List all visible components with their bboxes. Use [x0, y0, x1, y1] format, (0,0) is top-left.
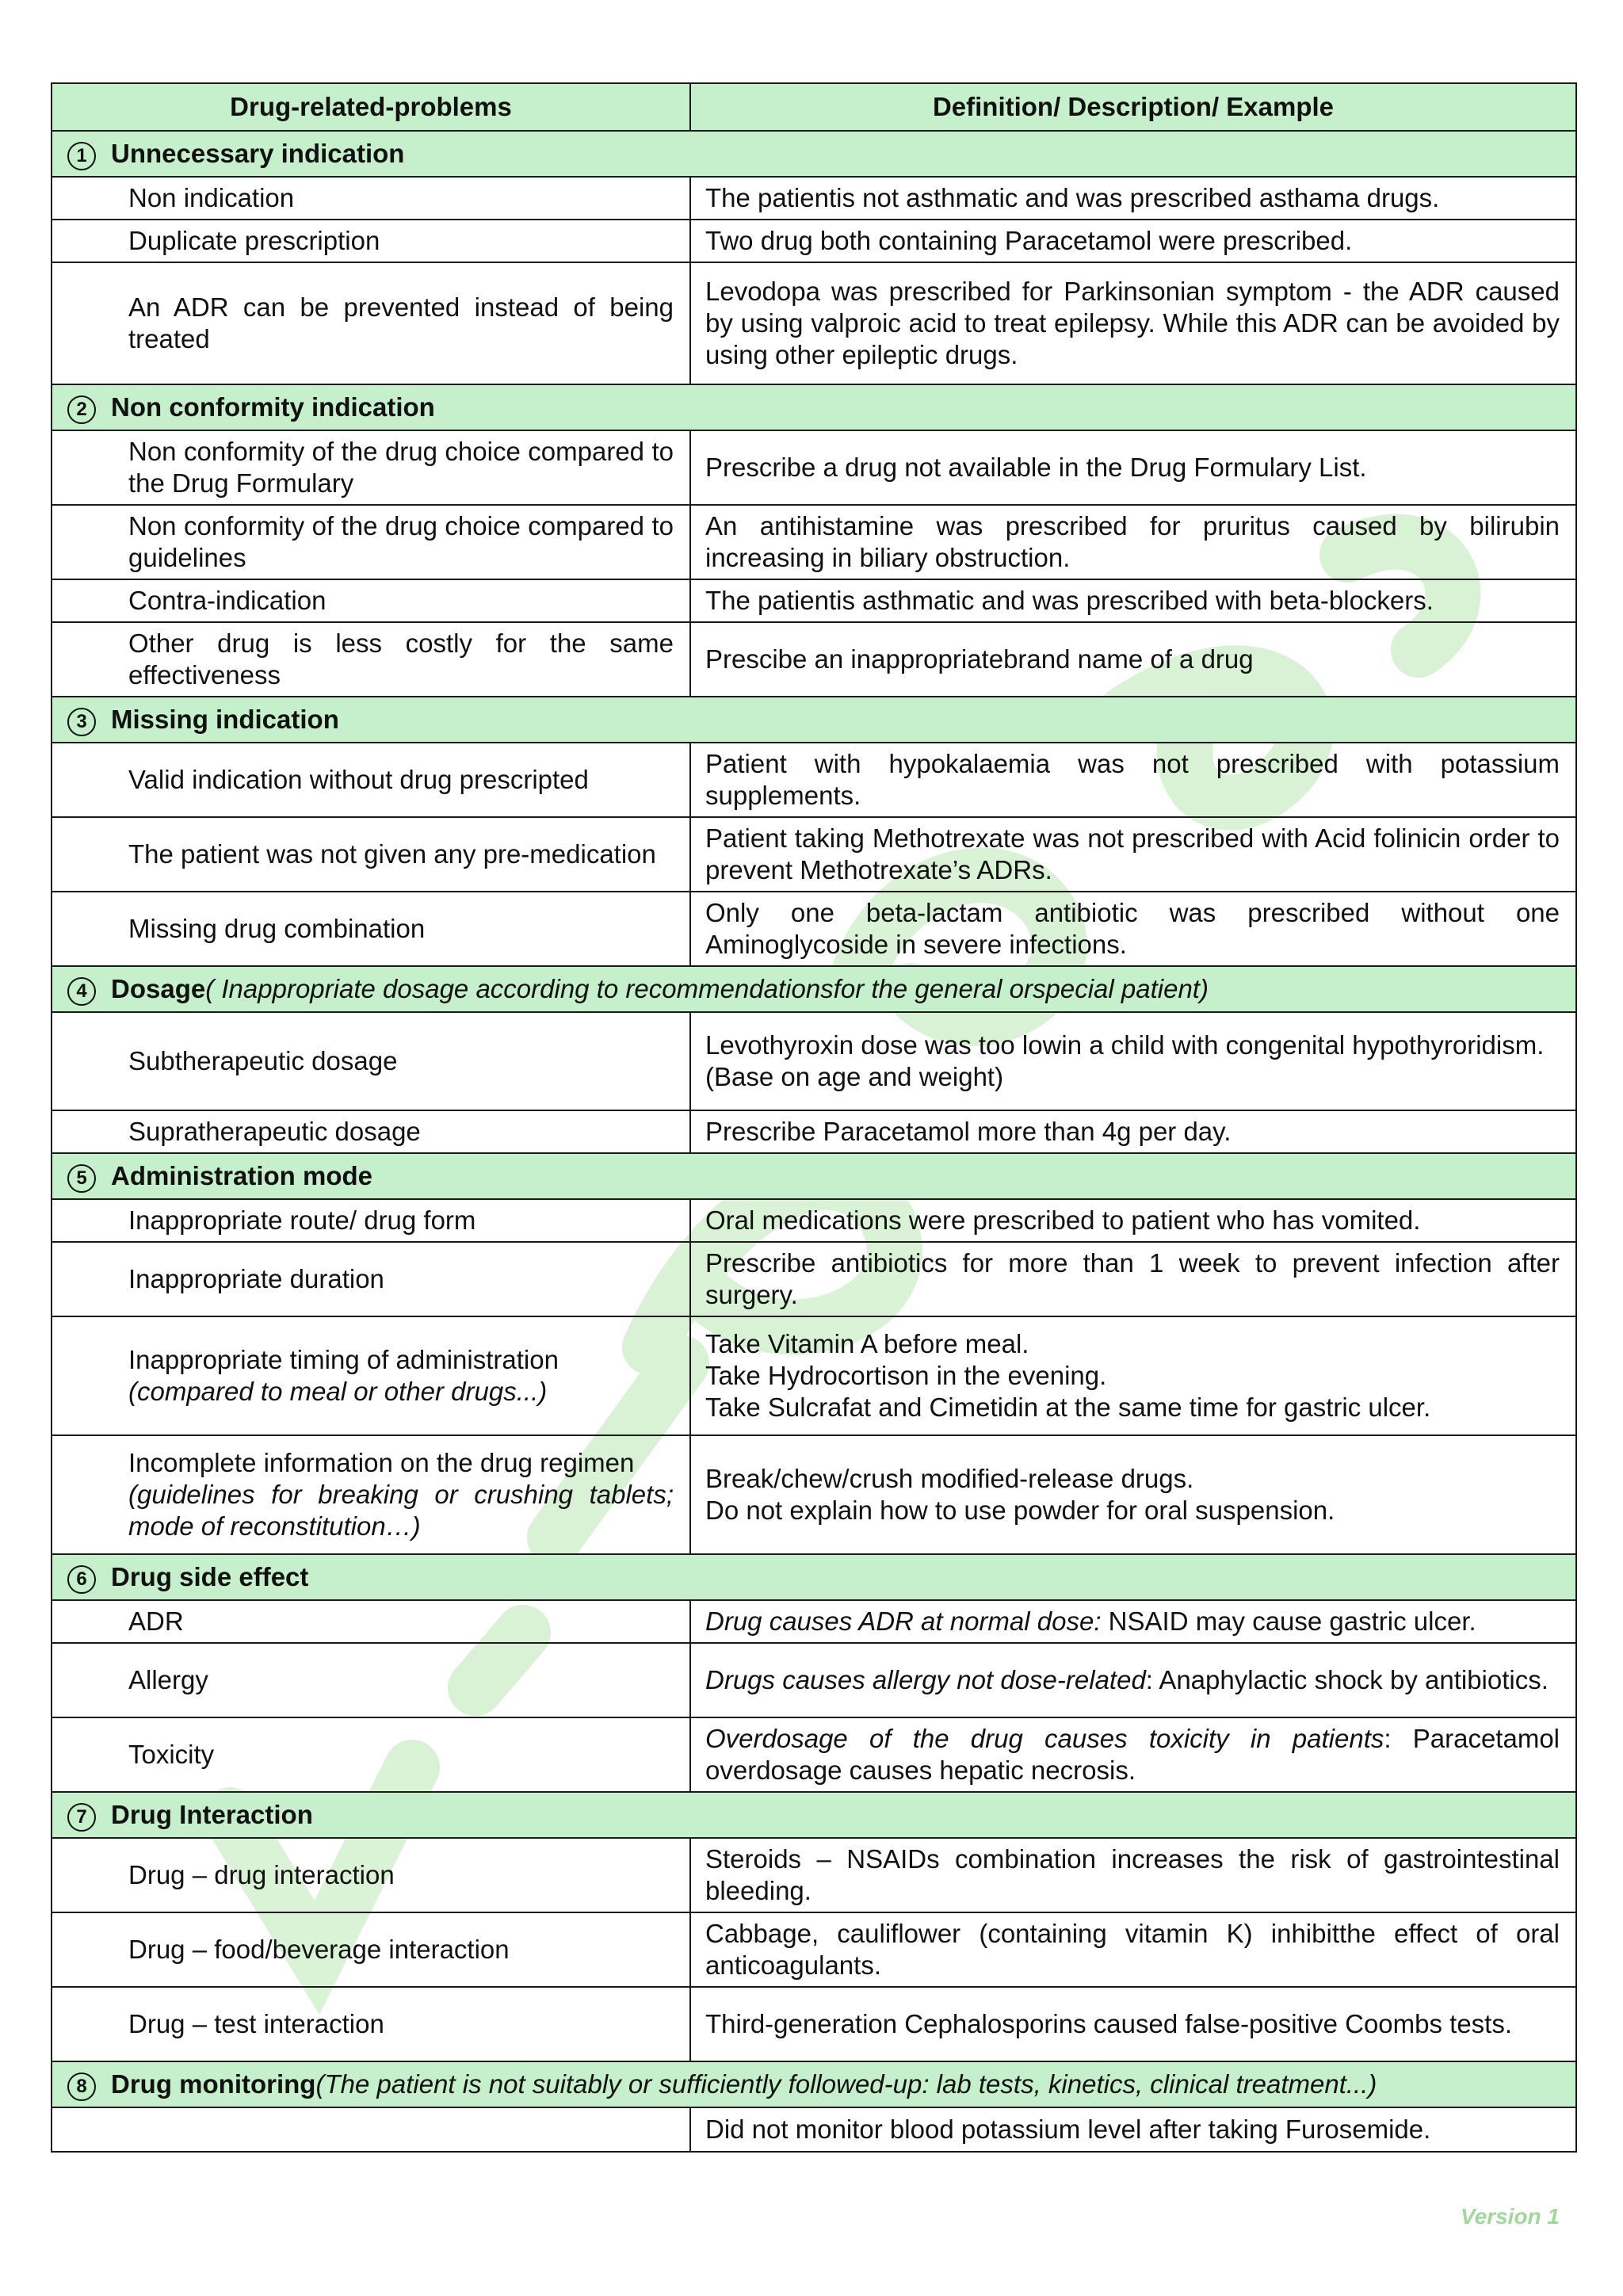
section-number-badge: 4 — [67, 977, 96, 1006]
section-title: Unnecessary indication — [111, 139, 405, 168]
table-row — [52, 743, 1576, 817]
section-number-badge: 8 — [67, 2073, 96, 2101]
description-line: Levothyroxin dose was too lowin a child with congenital hypothyroridism. — [705, 1030, 1545, 1060]
description-line: Take Sulcrafat and Cimetidin at the same time for gastric ulcer. — [705, 1392, 1431, 1422]
description-cell — [690, 262, 1576, 384]
description-line: The patientis asthmatic and was prescribed with beta-blockers. — [705, 586, 1434, 615]
description-cell — [690, 177, 1576, 220]
problem-label: Supratherapeutic dosage — [128, 1117, 421, 1146]
description-cell — [690, 1600, 1576, 1643]
problem-label: Duplicate prescription — [128, 226, 380, 255]
table-row — [52, 177, 1576, 220]
table-row — [52, 1912, 1576, 1987]
section-header-cell — [52, 1792, 1576, 1838]
description-lead: Drugs causes allergy not dose-related — [705, 1665, 1146, 1694]
problem-label: Drug – test interaction — [128, 2009, 384, 2038]
description-line: Two drug both containing Paracetamol were prescribed. — [705, 226, 1353, 255]
section-title: Administration mode — [111, 1161, 373, 1190]
description-line: Did not monitor blood potassium level after taking Furosemide. — [705, 2115, 1431, 2144]
description-line: Do not explain how to use powder for oral suspension. — [705, 1496, 1335, 1525]
section-note: (The patient is not suitably or sufficiently followed-up: lab tests, kinetics, clinical treatment...) — [315, 2069, 1377, 2099]
description-line: Levodopa was prescribed for Parkinsonian symptom - the ADR caused by using valproic acid to treat epilepsy. While this ADR can be avoided by using other epileptic drugs. — [705, 277, 1560, 369]
description-cell — [690, 892, 1576, 966]
table-row — [52, 1987, 1576, 2061]
section-title: Drug Interaction — [111, 1800, 313, 1829]
description-line: Prescribe antibiotics for more than 1 week to prevent infection after surgery. — [705, 1248, 1560, 1309]
table-row — [52, 220, 1576, 262]
table-row — [52, 892, 1576, 966]
description-line: Take Vitamin A before meal. — [705, 1329, 1029, 1358]
section-title: Drug monitoring — [111, 2069, 316, 2099]
description-line: Only one beta-lactam antibiotic was prescribed without one Aminoglycoside in severe infections. — [705, 898, 1560, 959]
table-row — [52, 1435, 1576, 1554]
section-header-cell — [52, 966, 1576, 1012]
problem-cell — [52, 892, 690, 966]
description-cell — [690, 1199, 1576, 1242]
section-header — [52, 2062, 1575, 2107]
problem-note: (compared to meal or other drugs...) — [128, 1377, 548, 1406]
section-header-cell — [52, 697, 1576, 743]
problem-label: ADR — [128, 1606, 184, 1636]
section-header — [52, 132, 1575, 176]
problem-cell — [52, 579, 690, 622]
description-line: Steroids – NSAIDs combination increases the risk of gastrointestinal bleeding. — [705, 1844, 1560, 1905]
section-number — [52, 137, 111, 170]
description-cell — [690, 1838, 1576, 1912]
description-cell — [690, 1435, 1576, 1554]
description-cell — [690, 817, 1576, 892]
section-title: Drug side effect — [111, 1562, 309, 1591]
section-header — [52, 1555, 1575, 1599]
drug-problems-table — [51, 82, 1577, 2153]
problem-label: Non indication — [128, 183, 295, 212]
problem-cell — [52, 1199, 690, 1242]
drug-problems-sheet — [51, 82, 1575, 2153]
section-header-row — [52, 697, 1576, 743]
problem-cell — [52, 1316, 690, 1435]
problem-cell — [52, 1838, 690, 1912]
table-row — [52, 1316, 1576, 1435]
problem-cell — [52, 1643, 690, 1717]
problem-cell — [52, 430, 690, 505]
description-cell — [690, 622, 1576, 697]
column-header-problems: Drug-related-problems — [52, 83, 690, 131]
section-header-row — [52, 1153, 1576, 1199]
problem-cell — [52, 1435, 690, 1554]
description-line: Take Hydrocortison in the evening. — [705, 1361, 1107, 1390]
table-row — [52, 1717, 1576, 1792]
problem-label: Allergy — [128, 1665, 208, 1694]
section-number-badge: 7 — [67, 1803, 96, 1832]
section-header — [52, 967, 1575, 1011]
table-row — [52, 1838, 1576, 1912]
description-lead: Overdosage of the drug causes toxicity in patients — [705, 1724, 1384, 1753]
description-cell — [690, 1316, 1576, 1435]
table-row — [52, 505, 1576, 579]
problem-cell — [52, 177, 690, 220]
description-cell — [690, 430, 1576, 505]
section-number — [52, 391, 111, 424]
section-header-cell — [52, 384, 1576, 430]
description-line: Third-generation Cephalosporins caused false-positive Coombs tests. — [705, 2009, 1513, 2038]
table-row — [52, 1242, 1576, 1316]
description-cell — [690, 1110, 1576, 1153]
section-number — [52, 1798, 111, 1832]
table-row — [52, 2107, 1576, 2152]
problem-cell — [52, 743, 690, 817]
description-cell — [690, 1987, 1576, 2061]
section-title: Missing indication — [111, 705, 339, 734]
description-cell — [690, 2107, 1576, 2152]
description-line: (Base on age and weight) — [705, 1062, 1004, 1091]
problem-cell — [52, 817, 690, 892]
description-text — [705, 1724, 1560, 1785]
description-text — [705, 1665, 1549, 1694]
description-line: Prescribe a drug not available in the Drug Formulary List. — [705, 453, 1367, 482]
section-number-badge: 1 — [67, 142, 96, 170]
section-header-row — [52, 2061, 1576, 2107]
description-line: An antihistamine was prescribed for pruritus caused by bilirubin increasing in biliary obstruction. — [705, 511, 1560, 572]
description-body: : Paracetamol overdosage causes hepatic necrosis. — [705, 1724, 1560, 1785]
section-header-cell — [52, 2061, 1576, 2107]
section-header-row — [52, 1554, 1576, 1600]
table-row — [52, 1199, 1576, 1242]
description-cell — [690, 220, 1576, 262]
description-line: The patientis not asthmatic and was prescribed asthama drugs. — [705, 183, 1440, 212]
problem-label: Drug – drug interaction — [128, 1860, 395, 1889]
problem-label: Valid indication without drug prescripted — [128, 765, 589, 794]
problem-cell — [52, 1110, 690, 1153]
section-title: Dosage — [111, 974, 206, 1003]
table-row — [52, 430, 1576, 505]
section-number — [52, 703, 111, 736]
problem-note: (guidelines for breaking or crushing tablets; mode of reconstitution…) — [128, 1480, 674, 1541]
description-line: Prescribe Paracetamol more than 4g per day. — [705, 1117, 1232, 1146]
problem-label: Subtherapeutic dosage — [128, 1046, 398, 1075]
description-cell — [690, 1643, 1576, 1717]
table-row — [52, 817, 1576, 892]
section-header-cell — [52, 131, 1576, 177]
description-line: Patient taking Methotrexate was not prescribed with Acid folinicin order to prevent Methotrexate’s ADRs. — [705, 823, 1560, 884]
problem-cell — [52, 1987, 690, 2061]
description-line: Break/chew/crush modified-release drugs. — [705, 1464, 1194, 1493]
problem-cell — [52, 622, 690, 697]
problem-label: Missing drug combination — [128, 914, 426, 943]
problem-cell — [52, 1242, 690, 1316]
section-number-badge: 6 — [67, 1565, 96, 1594]
section-header-row — [52, 1792, 1576, 1838]
section-header-row — [52, 131, 1576, 177]
table-row — [52, 1110, 1576, 1153]
description-cell — [690, 1717, 1576, 1792]
table-body — [52, 131, 1576, 2152]
version-label: Version 1 — [1460, 2204, 1560, 2229]
section-header-row — [52, 966, 1576, 1012]
description-cell — [690, 743, 1576, 817]
section-number-badge: 3 — [67, 708, 96, 736]
problem-label: Incomplete information on the drug regimen — [128, 1448, 635, 1477]
problem-label: An ADR can be prevented instead of being treated — [128, 292, 674, 353]
description-line: Prescibe an inappropriatebrand name of a drug — [705, 644, 1254, 674]
section-header — [52, 697, 1575, 742]
problem-label: Non conformity of the drug choice compared to guidelines — [128, 511, 674, 572]
section-header — [52, 385, 1575, 430]
problem-label: Toxicity — [128, 1740, 215, 1769]
description-cell — [690, 1242, 1576, 1316]
description-cell — [690, 579, 1576, 622]
problem-cell — [52, 1012, 690, 1110]
description-line: Oral medications were prescribed to patient who has vomited. — [705, 1205, 1421, 1235]
table-header-row — [52, 83, 1576, 131]
section-header-cell — [52, 1153, 1576, 1199]
problem-cell — [52, 2107, 690, 2152]
description-lead: Drug causes ADR at normal dose: — [705, 1606, 1102, 1636]
description-cell — [690, 1912, 1576, 1987]
table-row — [52, 262, 1576, 384]
problem-cell — [52, 1912, 690, 1987]
problem-label: Drug – food/beverage interaction — [128, 1935, 510, 1964]
section-number — [52, 1159, 111, 1193]
problem-label: Inappropriate timing of administration — [128, 1345, 559, 1374]
problem-cell — [52, 1600, 690, 1643]
description-line: Patient with hypokalaemia was not prescribed with potassium supplements. — [705, 749, 1560, 810]
description-line: Cabbage, cauliflower (containing vitamin K) inhibitthe effect of oral anticoagulants. — [705, 1919, 1560, 1980]
table-row — [52, 1012, 1576, 1110]
section-header-row — [52, 384, 1576, 430]
problem-label: The patient was not given any pre-medication — [128, 839, 656, 869]
problem-cell — [52, 262, 690, 384]
section-number-badge: 2 — [67, 395, 96, 424]
table-row — [52, 1643, 1576, 1717]
table-row — [52, 1600, 1576, 1643]
description-body: NSAID may cause gastric ulcer. — [1101, 1606, 1476, 1636]
section-header-cell — [52, 1554, 1576, 1600]
table-row — [52, 622, 1576, 697]
section-note: ( Inappropriate dosage according to recommendationsfor the general orspecial patient) — [205, 974, 1209, 1003]
section-header — [52, 1154, 1575, 1198]
column-header-definition: Definition/ Description/ Example — [690, 83, 1576, 131]
problem-label: Other drug is less costly for the same effectiveness — [128, 628, 674, 690]
section-number — [52, 2068, 111, 2101]
description-cell — [690, 505, 1576, 579]
section-number-badge: 5 — [67, 1164, 96, 1193]
section-title: Non conformity indication — [111, 392, 435, 422]
description-cell — [690, 1012, 1576, 1110]
problem-cell — [52, 1717, 690, 1792]
section-number — [52, 1561, 111, 1594]
problem-label: Contra-indication — [128, 586, 327, 615]
section-header — [52, 1793, 1575, 1837]
problem-cell — [52, 505, 690, 579]
problem-label: Non conformity of the drug choice compared to the Drug Formulary — [128, 437, 674, 498]
description-body: : Anaphylactic shock by antibiotics. — [1145, 1665, 1549, 1694]
description-text — [705, 1606, 1476, 1636]
table-row — [52, 579, 1576, 622]
problem-label: Inappropriate route/ drug form — [128, 1205, 476, 1235]
problem-cell — [52, 220, 690, 262]
section-number — [52, 972, 111, 1006]
problem-label: Inappropriate duration — [128, 1264, 384, 1293]
